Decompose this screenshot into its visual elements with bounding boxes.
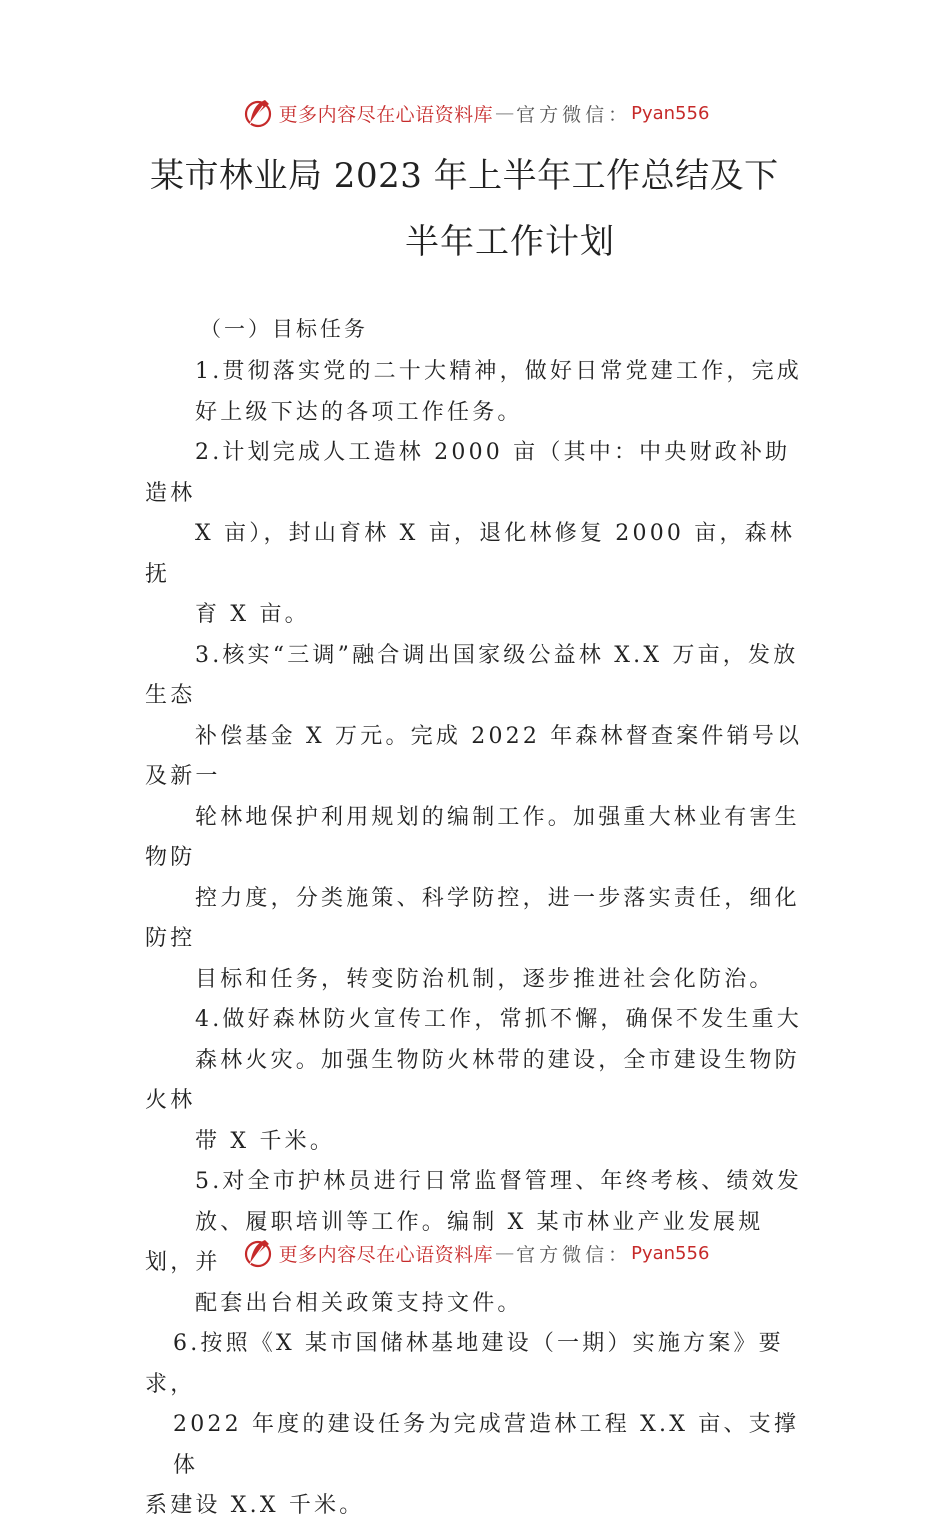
- paragraph-line: 轮林地保护利用规划的编制工作。加强重大林业有害生物防: [145, 804, 800, 870]
- watermark-wechat-id: Pyan556: [631, 102, 710, 124]
- paragraph-line: 3.核实“三调”融合调出国家级公益林 X.X 万亩，发放生态: [145, 642, 799, 708]
- watermark-footer: [0, 1236, 950, 1270]
- watermark-label: 官方微信：: [516, 103, 632, 126]
- paragraph-line: X 亩），封山育林 X 亩，退化林修复 2000 亩，森林抚: [145, 521, 796, 587]
- paragraph-line: 育 X 亩。: [195, 602, 310, 627]
- paragraph-1: [145, 352, 805, 433]
- paragraph-line: 6.按照《X 某市国储林基地建设（一期）实施方案》要求，: [145, 1331, 784, 1397]
- paragraph-3: [145, 636, 805, 1001]
- document-body: [145, 352, 805, 1527]
- paragraph-line: 补偿基金 X 万元。完成 2022 年森林督查案件销号以及新一: [145, 723, 803, 789]
- paragraph-line: 系建设 X.X 千米。: [145, 1493, 365, 1518]
- watermark-label: 官方微信：: [516, 1243, 632, 1266]
- paragraph-line: 5.对全市护林员进行日常监督管理、年终考核、绩效发: [195, 1169, 802, 1194]
- paragraph-line: 配套出台相关政策支持文件。: [195, 1290, 523, 1316]
- watermark-brand: 更多内容尽在心语资料库: [278, 1243, 494, 1266]
- paragraph-line: 森林火灾。加强生物防火林带的建设，全市建设生物防火林: [145, 1047, 800, 1113]
- paragraph-line: 2022 年度的建设任务为完成营造林工程 X.X 亩、支撑体: [173, 1412, 800, 1478]
- watermark-brand: 更多内容尽在心语资料库: [278, 103, 494, 126]
- paragraph-line: 4.做好森林防火宣传工作，常抓不懈，确保不发生重大: [195, 1007, 802, 1032]
- document-title-line-1: 某市林业局 2023 年上半年工作总结及下: [150, 156, 779, 196]
- paragraph-line: 1.贯彻落实党的二十大精神，做好日常党建工作，完成: [195, 359, 802, 384]
- feather-logo-icon: [241, 1236, 275, 1270]
- watermark-separator: —: [495, 1242, 515, 1264]
- paragraph-line: 好上级下达的各项工作任务。: [195, 399, 523, 425]
- section-heading: （一）目标任务: [200, 317, 368, 341]
- watermark-separator: —: [495, 102, 515, 124]
- paragraph-line: 目标和任务，转变防治机制，逐步推进社会化防治。: [195, 966, 775, 992]
- paragraph-2: [145, 433, 805, 636]
- feather-logo-icon: [241, 96, 275, 130]
- paragraph-6: [145, 1324, 805, 1527]
- paragraph-line: 带 X 千米。: [195, 1128, 336, 1154]
- watermark-wechat-id: Pyan556: [631, 1242, 710, 1264]
- paragraph-line: 2.计划完成人工造林 2000 亩（其中：中央财政补助造林: [145, 440, 791, 506]
- paragraph-line: 控力度，分类施策、科学防控，进一步落实责任，细化防控: [145, 885, 800, 951]
- watermark-header: [0, 96, 950, 130]
- paragraph-line: 放、履职培训等工作。编制 X 某市林业产业发展规划，并: [145, 1209, 764, 1275]
- document-title-line-2: 半年工作计划: [405, 222, 615, 262]
- paragraph-4: [145, 1000, 805, 1162]
